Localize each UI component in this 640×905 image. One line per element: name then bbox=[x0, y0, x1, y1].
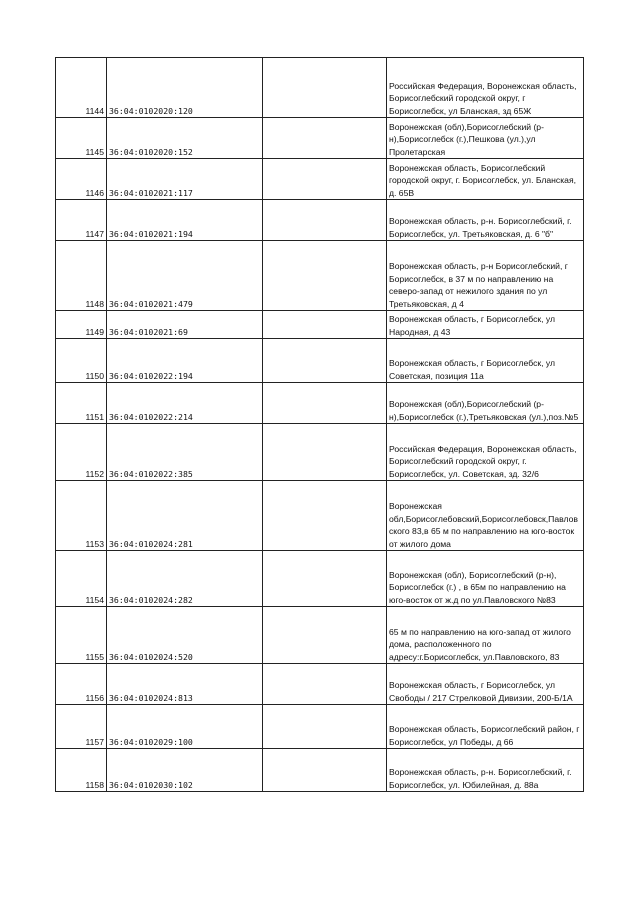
table-row bbox=[56, 159, 584, 200]
empty-cell bbox=[263, 664, 387, 705]
empty-cell bbox=[263, 383, 387, 424]
address-cell: Воронежская область, г Борисоглебск, ул Свободы / 217 Стрелковой Дивизии, 200-Б/1А bbox=[387, 664, 584, 705]
address-cell: Воронежская область, Борисоглебский городской округ, г. Борисоглебск, ул. Бланская, д. 65В bbox=[387, 159, 584, 200]
table-row bbox=[56, 311, 584, 339]
cadastral-number: 36:04:0102022:194 bbox=[107, 339, 263, 383]
address-cell: Воронежская область, р-н. Борисоглебский, г. Борисоглебск, ул. Юбилейная, д. 88а bbox=[387, 749, 584, 792]
empty-cell bbox=[263, 200, 387, 241]
row-number: 1144 bbox=[56, 58, 107, 118]
address-cell: Воронежская (обл), Борисоглебский (р-н), Борисоглебск (г.) , в 65м по направлению на юго-восток от ж.д по ул.Павловского №83 bbox=[387, 551, 584, 607]
row-number: 1156 bbox=[56, 664, 107, 705]
row-number: 1146 bbox=[56, 159, 107, 200]
row-number: 1149 bbox=[56, 311, 107, 339]
cadastral-number: 36:04:0102024:520 bbox=[107, 607, 263, 664]
row-number: 1152 bbox=[56, 424, 107, 481]
address-cell: Воронежская область, г Борисоглебск, ул Советская, позиция 11а bbox=[387, 339, 584, 383]
registry-table bbox=[55, 57, 584, 792]
row-number: 1145 bbox=[56, 118, 107, 159]
cadastral-number: 36:04:0102024:282 bbox=[107, 551, 263, 607]
row-number: 1154 bbox=[56, 551, 107, 607]
cadastral-number: 36:04:0102021:479 bbox=[107, 241, 263, 311]
table-row bbox=[56, 58, 584, 118]
cadastral-number: 36:04:0102029:100 bbox=[107, 705, 263, 749]
row-number: 1147 bbox=[56, 200, 107, 241]
row-number: 1155 bbox=[56, 607, 107, 664]
row-number: 1151 bbox=[56, 383, 107, 424]
address-cell: 65 м по направлению на юго-запад от жилого дома, расположенного по адресу:г.Борисоглебск, ул.Павловского, 83 bbox=[387, 607, 584, 664]
address-cell: Воронежская область, р-н Борисоглебский, г Борисоглебск, в 37 м по направлению на северо-запад от нежилого здания по ул Третьяковская, д 4 bbox=[387, 241, 584, 311]
registry-table-body bbox=[56, 58, 584, 792]
address-cell: Российская Федерация, Воронежская область, Борисоглебский городской округ, г. Борисоглебск, ул. Советская, зд. 32/6 bbox=[387, 424, 584, 481]
empty-cell bbox=[263, 311, 387, 339]
cadastral-number: 36:04:0102030:102 bbox=[107, 749, 263, 792]
empty-cell bbox=[263, 749, 387, 792]
table-row bbox=[56, 749, 584, 792]
row-number: 1153 bbox=[56, 481, 107, 551]
cadastral-number: 36:04:0102021:117 bbox=[107, 159, 263, 200]
address-cell: Российская Федерация, Воронежская область, Борисоглебский городской округ, г Борисоглебск, ул Бланская, зд 65Ж bbox=[387, 58, 584, 118]
empty-cell bbox=[263, 159, 387, 200]
empty-cell bbox=[263, 424, 387, 481]
table-row bbox=[56, 424, 584, 481]
empty-cell bbox=[263, 705, 387, 749]
empty-cell bbox=[263, 339, 387, 383]
table-row bbox=[56, 383, 584, 424]
row-number: 1148 bbox=[56, 241, 107, 311]
table-row bbox=[56, 705, 584, 749]
table-row bbox=[56, 241, 584, 311]
row-number: 1157 bbox=[56, 705, 107, 749]
table-row bbox=[56, 118, 584, 159]
cadastral-number: 36:04:0102022:385 bbox=[107, 424, 263, 481]
empty-cell bbox=[263, 241, 387, 311]
address-cell: Воронежская (обл),Борисоглебский (р-н),Борисоглебск (г.),Третьяковская (ул.),поз.№5 bbox=[387, 383, 584, 424]
cadastral-number: 36:04:0102020:120 bbox=[107, 58, 263, 118]
address-cell: Воронежская (обл),Борисоглебский (р-н),Борисоглебск (г.),Пешкова (ул.),ул Пролетарская bbox=[387, 118, 584, 159]
table-row bbox=[56, 551, 584, 607]
address-cell: Воронежская область, р-н. Борисоглебский, г. Борисоглебск, ул. Третьяковская, д. 6 "б" bbox=[387, 200, 584, 241]
empty-cell bbox=[263, 551, 387, 607]
empty-cell bbox=[263, 607, 387, 664]
table-row bbox=[56, 481, 584, 551]
table-row bbox=[56, 200, 584, 241]
cadastral-number: 36:04:0102024:813 bbox=[107, 664, 263, 705]
table-row bbox=[56, 339, 584, 383]
empty-cell bbox=[263, 481, 387, 551]
address-cell: Воронежская область, г Борисоглебск, ул Народная, д 43 bbox=[387, 311, 584, 339]
table-row bbox=[56, 664, 584, 705]
cadastral-number: 36:04:0102021:194 bbox=[107, 200, 263, 241]
cadastral-number: 36:04:0102024:281 bbox=[107, 481, 263, 551]
cadastral-number: 36:04:0102020:152 bbox=[107, 118, 263, 159]
address-cell: Воронежская область, Борисоглебский район, г Борисоглебск, ул Победы, д 66 bbox=[387, 705, 584, 749]
row-number: 1150 bbox=[56, 339, 107, 383]
row-number: 1158 bbox=[56, 749, 107, 792]
cadastral-number: 36:04:0102022:214 bbox=[107, 383, 263, 424]
table-row bbox=[56, 607, 584, 664]
address-cell: Воронежская обл,Борисоглебовский,Борисоглебовск,Павловского 83,в 65 м по направлению на юго-восток от жилого дома bbox=[387, 481, 584, 551]
empty-cell bbox=[263, 118, 387, 159]
empty-cell bbox=[263, 58, 387, 118]
cadastral-number: 36:04:0102021:69 bbox=[107, 311, 263, 339]
